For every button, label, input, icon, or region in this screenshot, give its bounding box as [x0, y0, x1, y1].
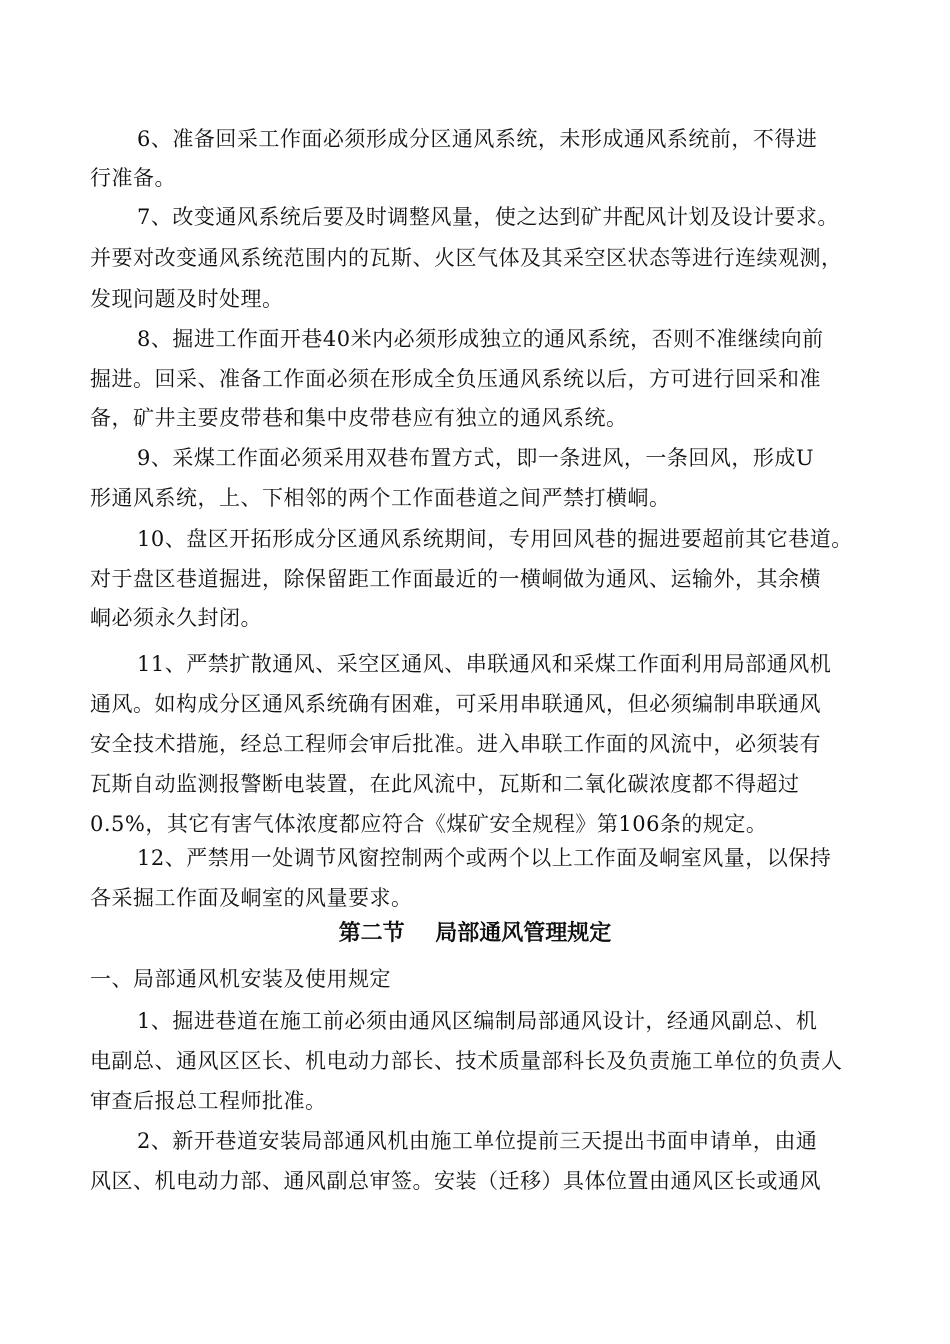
paragraph-line: 安全技术措施，经总工程师会审后批准。进入串联工作面的风流中，必须装有 [90, 732, 821, 756]
paragraph-line: 瓦斯自动监测报警断电装置，在此风流中，瓦斯和二氧化碳浓度都不得超过 [90, 772, 800, 796]
paragraph-line: 11、严禁扩散通风、采空区通风、串联通风和采煤工作面利用局部通风机 [137, 652, 832, 676]
paragraph-line: 形通风系统，上、下相邻的两个工作面巷道之间严禁打横峒。 [90, 486, 671, 510]
paragraph-line: 通风。如构成分区通风系统确有困难，可采用串联通风，但必须编制串联通风 [90, 692, 821, 716]
paragraph-line: 备，矿井主要皮带巷和集中皮带巷应有独立的通风系统。 [90, 406, 628, 430]
paragraph-line: 9、采煤工作面必须采用双巷布置方式，即一条进风，一条回风，形成U [137, 446, 815, 470]
paragraph-line: 审查后报总工程师批准。 [90, 1089, 327, 1113]
paragraph-line: 发现问题及时处理。 [90, 287, 284, 311]
paragraph-line: 电副总、通风区区长、机电动力部长、技术质量部科长及负责施工单位的负责人 [90, 1049, 843, 1073]
paragraph-line: 2、新开巷道安装局部通风机由施工单位提前三天提出书面申请单，由通 [137, 1129, 818, 1153]
paragraph-line: 6、准备回采工作面必须形成分区通风系统，未形成通风系统前，不得进 [137, 127, 818, 151]
paragraph-line: 行准备。 [90, 166, 176, 190]
paragraph-line: 对于盘区巷道掘进，除保留距工作面最近的一横峒做为通风、运输外，其余横 [90, 567, 821, 591]
paragraph-line: 掘进。回采、准备工作面必须在形成全负压通风系统以后，方可进行回采和准 [90, 367, 821, 391]
paragraph-line: 10、盘区开拓形成分区通风系统期间，专用回风巷的掘进要超前其它巷道。 [137, 527, 853, 551]
paragraph-line: 7、改变通风系统后要及时调整风量，使之达到矿井配风计划及设计要求。 [137, 205, 839, 229]
paragraph-line: 0.5%，其它有害气体浓度都应符合《煤矿安全规程》第106条的规定。 [90, 812, 768, 836]
subsection-title: 一、局部通风机安装及使用规定 [90, 967, 391, 991]
paragraph-line: 1、掘进巷道在施工前必须由通风区编制局部通风设计，经通风副总、机 [137, 1009, 818, 1033]
paragraph-line: 12、严禁用一处调节风窗控制两个或两个以上工作面及峒室风量，以保持 [137, 846, 832, 870]
paragraph-line: 风区、机电动力部、通风副总审签。安装（迁移）具体位置由通风区长或通风 [90, 1169, 821, 1193]
paragraph-line: 并要对改变通风系统范围内的瓦斯、火区气体及其采空区状态等进行连续观测， [90, 246, 843, 270]
section-heading: 第二节 局部通风管理规定 [338, 921, 612, 946]
paragraph-line: 8、掘进工作面开巷40米内必须形成独立的通风系统，否则不准继续向前 [137, 327, 824, 351]
paragraph-line: 各采掘工作面及峒室的风量要求。 [90, 886, 413, 910]
paragraph-line: 峒必须永久封闭。 [90, 606, 262, 630]
